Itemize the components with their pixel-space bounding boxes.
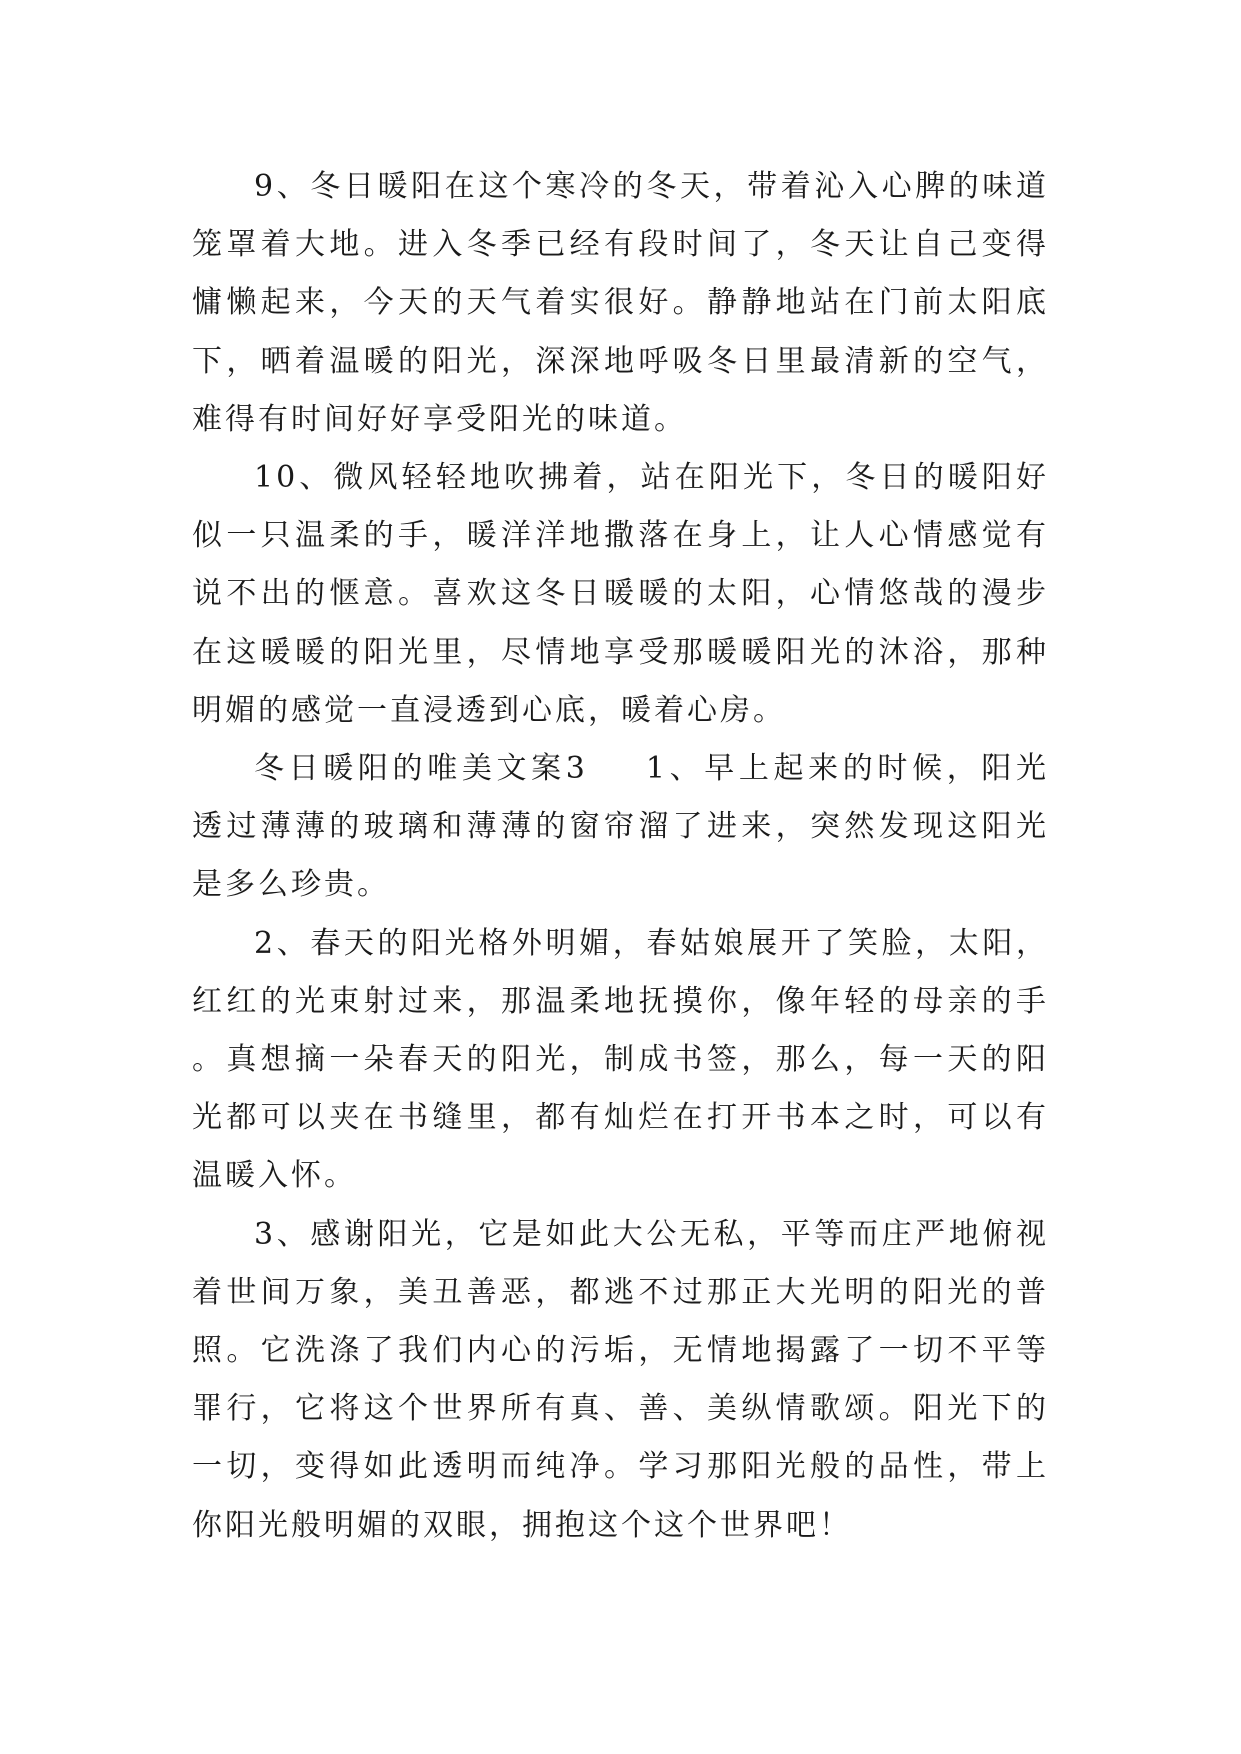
section-heading: 冬日暖阳的唯美文案3 <box>254 751 588 787</box>
section-first-item: 1、早上起来的时候，阳光透过薄薄的玻璃和薄薄的窗帘溜了进来，突然发现这阳光是多么珍贵。 <box>192 751 1049 903</box>
section-paragraph <box>192 740 1049 915</box>
paragraph-9: 9、冬日暖阳在这个寒冷的冬天，带着沁入心脾的味道笼罩着大地。进入冬季已经有段时间了，冬天让自己变得慵懒起来，今天的天气着实很好。静静地站在门前太阳底下，晒着温暖的阳光，深深地呼吸冬日里最清新的空气，难得有时间好好享受阳光的味道。 <box>192 169 1049 437</box>
paragraph-10: 10、微风轻轻地吹拂着，站在阳光下，冬日的暖阳好似一只温柔的手，暖洋洋地撒落在身上，让人心情感觉有说不出的惬意。喜欢这冬日暖暖的太阳，心情悠哉的漫步在这暖暖的阳光里，尽情地享受那暖暖阳光的沐浴，那种明媚的感觉一直浸透到心底，暖着心房。 <box>192 460 1049 728</box>
paragraph-item-2: 2、春天的阳光格外明媚，春姑娘展开了笑脸，太阳，红红的光束射过来，那温柔地抚摸你，像年轻的母亲的手。真想摘一朵春天的阳光，制成书签，那么，每一天的阳光都可以夹在书缝里，都有灿烂在打开书本之时，可以有温暖入怀。 <box>192 925 1049 1194</box>
paragraph-item-3: 3、感谢阳光，它是如此大公无私，平等而庄严地俯视着世间万象，美丑善恶，都逃不过那正大光明的阳光的普照。它洗涤了我们内心的污垢，无情地揭露了一切不平等罪行，它将这个世界所有真、善、美纵情歌颂。阳光下的一切，变得如此透明而纯净。学习那阳光般的品性，带上你阳光般明媚的双眼，拥抱这个这个世界吧！ <box>192 1216 1049 1543</box>
document-body <box>192 158 1049 1555</box>
